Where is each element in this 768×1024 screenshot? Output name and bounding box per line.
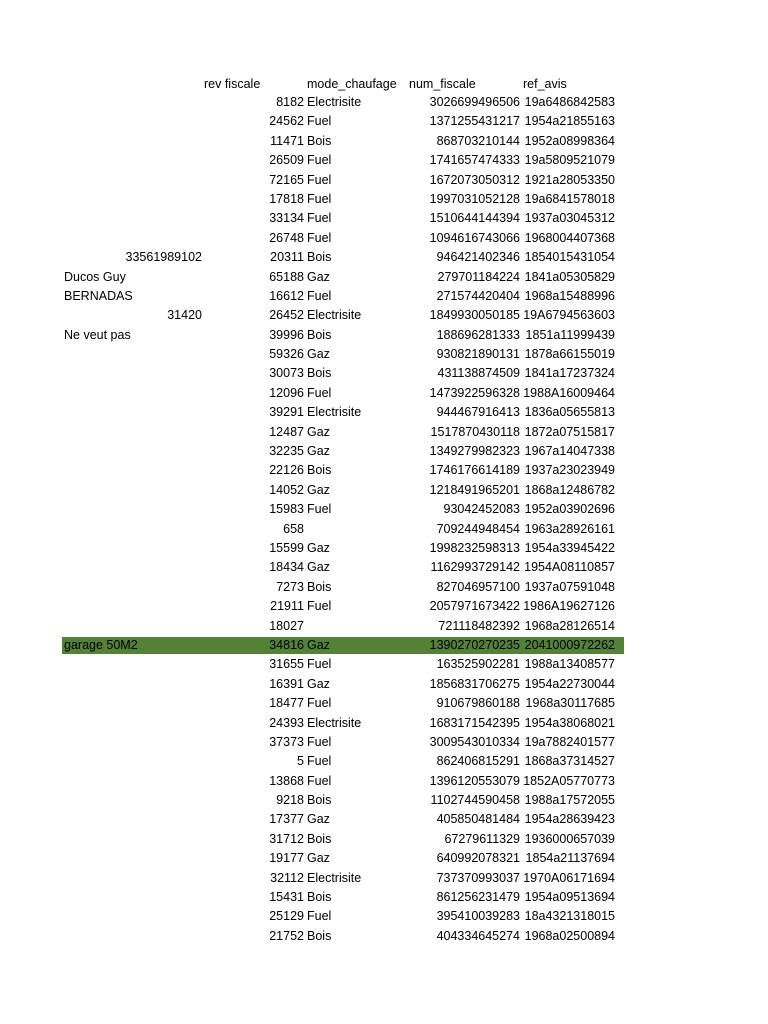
cell-mode-chaufage[interactable]: Gaz [307, 347, 330, 362]
cell-num-fiscale[interactable]: 1390270270235 [429, 637, 520, 652]
cell-rev-fiscale[interactable]: 658 [283, 521, 304, 536]
cell-ref-avis[interactable]: 1988a13408577 [524, 657, 615, 672]
cell-mode-chaufage[interactable]: Gaz [307, 560, 330, 575]
cell-mode-chaufage[interactable]: Fuel [307, 191, 332, 206]
cell-rev-fiscale[interactable]: 21911 [270, 599, 304, 614]
cell-rev-fiscale[interactable]: 12096 [269, 385, 304, 400]
table-row[interactable] [0, 268, 768, 287]
cell-ref-avis[interactable]: 1937a03045312 [524, 211, 615, 226]
cell-mode-chaufage[interactable]: Electrisite [307, 405, 362, 420]
table-row[interactable] [0, 694, 768, 713]
cell-rev-fiscale[interactable]: 15983 [269, 502, 304, 517]
cell-rev-fiscale[interactable]: 32235 [269, 444, 304, 459]
cell-num-fiscale[interactable]: 1517870430118 [430, 424, 520, 439]
cell-mode-chaufage[interactable]: Fuel [307, 909, 332, 924]
cell-num-fiscale[interactable]: 1094616743066 [429, 230, 520, 245]
table-row[interactable] [0, 520, 768, 539]
table-row[interactable] [0, 791, 768, 810]
cell-mode-chaufage[interactable]: Fuel [307, 773, 332, 788]
table-row[interactable] [0, 810, 768, 829]
cell-rev-fiscale[interactable]: 25129 [269, 909, 304, 924]
cell-rev-fiscale[interactable]: 17818 [269, 191, 304, 206]
cell-num-fiscale[interactable]: 946421402346 [436, 250, 520, 265]
cell-mode-chaufage[interactable]: Gaz [307, 812, 330, 827]
cell-rev-fiscale[interactable]: 18027 [269, 618, 304, 633]
cell-rev-fiscale[interactable]: 20311 [270, 250, 304, 265]
cell-rev-fiscale[interactable]: 5 [297, 754, 304, 769]
header-mode-chaufage[interactable]: mode_chaufage [307, 77, 397, 91]
cell-mode-chaufage[interactable]: Gaz [307, 540, 330, 555]
cell-num-fiscale[interactable]: 1849930050185 [429, 308, 520, 323]
cell-rev-fiscale[interactable]: 26748 [269, 230, 304, 245]
cell-rev-fiscale[interactable]: 7273 [276, 579, 304, 594]
cell-ref-avis[interactable]: 1937a07591048 [524, 579, 615, 594]
cell-mode-chaufage[interactable]: Electrisite [307, 308, 362, 323]
cell-ref-avis[interactable]: 1968a30117685 [525, 696, 615, 711]
cell-mode-chaufage[interactable]: Electrisite [307, 95, 362, 109]
cell-mode-chaufage[interactable]: Bois [307, 133, 332, 148]
table-row[interactable] [0, 112, 768, 131]
cell-ref-avis[interactable]: 1868a37314527 [524, 754, 615, 769]
cell-rev-fiscale[interactable]: 31712 [269, 831, 304, 846]
table-row[interactable] [0, 907, 768, 926]
cell-note[interactable]: BERNADAS [64, 288, 133, 303]
cell-mode-chaufage[interactable]: Bois [307, 928, 332, 943]
cell-ref-avis[interactable]: 1878a66155019 [524, 347, 615, 362]
cell-rev-fiscale[interactable]: 18434 [269, 560, 304, 575]
table-row[interactable] [0, 287, 768, 306]
cell-ref-avis[interactable]: 19a7882401577 [524, 734, 615, 749]
cell-rev-fiscale[interactable]: 31655 [269, 657, 304, 672]
cell-ref-avis[interactable]: 1968004407368 [524, 230, 615, 245]
cell-mode-chaufage[interactable]: Bois [307, 890, 332, 905]
cell-num-fiscale[interactable]: 1856831706275 [429, 676, 520, 691]
cell-num-fiscale[interactable]: 1396120553079 [429, 773, 520, 788]
cell-rev-fiscale[interactable]: 39996 [269, 327, 304, 342]
cell-ref-avis[interactable]: 1988A16009464 [523, 385, 615, 400]
cell-rev-fiscale[interactable]: 72165 [269, 172, 304, 187]
cell-mode-chaufage[interactable]: Gaz [307, 676, 330, 691]
cell-mode-chaufage[interactable]: Fuel [307, 230, 332, 245]
cell-ref-avis[interactable]: 1968a15488996 [524, 288, 615, 303]
table-row[interactable] [0, 869, 768, 888]
cell-num-fiscale[interactable]: 944467916413 [436, 405, 520, 420]
cell-num-fiscale[interactable]: 1162993729142 [430, 560, 520, 575]
cell-num-fiscale[interactable]: 827046957100 [436, 579, 520, 594]
cell-mode-chaufage[interactable]: Bois [307, 366, 332, 381]
cell-rev-fiscale[interactable]: 11471 [270, 133, 304, 148]
cell-rev-fiscale[interactable]: 18477 [269, 696, 304, 711]
cell-mode-chaufage[interactable]: Fuel [307, 657, 332, 672]
cell-ref-avis[interactable]: 1841a05305829 [524, 269, 615, 284]
cell-ref-avis[interactable]: 1954a38068021 [524, 715, 615, 730]
cell-note[interactable]: Ne veut pas [64, 327, 131, 342]
cell-ref-avis[interactable]: 1936000657039 [524, 831, 615, 846]
table-row[interactable] [0, 248, 768, 267]
cell-rev-fiscale[interactable]: 34816 [269, 637, 304, 652]
cell-ref-avis[interactable]: 1954a33945422 [524, 540, 615, 555]
cell-num-fiscale[interactable]: 1741657474333 [429, 153, 520, 168]
cell-rev-fiscale[interactable]: 65188 [269, 269, 304, 284]
cell-rev-fiscale[interactable]: 24393 [269, 715, 304, 730]
cell-num-fiscale[interactable]: 395410039283 [436, 909, 520, 924]
cell-num-fiscale[interactable]: 1998232598313 [429, 540, 520, 555]
cell-num-fiscale[interactable]: 188696281333 [436, 327, 520, 342]
table-row[interactable] [0, 403, 768, 422]
data-rows [0, 93, 768, 946]
cell-mode-chaufage[interactable]: Fuel [307, 696, 332, 711]
cell-ref-avis[interactable]: 1872a07515817 [524, 424, 615, 439]
table-row[interactable] [0, 675, 768, 694]
cell-ref-avis[interactable]: 19a6841578018 [524, 191, 615, 206]
cell-num-fiscale[interactable]: 1746176614189 [429, 463, 520, 478]
table-row[interactable] [0, 714, 768, 733]
cell-num-fiscale[interactable]: 930821890131 [436, 347, 520, 362]
cell-mode-chaufage[interactable]: Bois [307, 831, 332, 846]
table-row[interactable] [0, 171, 768, 190]
header-ref-avis[interactable]: ref_avis [523, 77, 567, 91]
table-row-highlighted[interactable] [0, 636, 768, 655]
cell-rev-fiscale[interactable]: 33134 [269, 211, 304, 226]
cell-ref-avis[interactable]: 1836a05655813 [524, 405, 615, 420]
table-row[interactable] [0, 209, 768, 228]
cell-mode-chaufage[interactable]: Fuel [307, 385, 332, 400]
cell-ref-avis[interactable]: 1986A19627126 [523, 599, 615, 614]
cell-ref-avis[interactable]: 1954a22730044 [524, 676, 615, 691]
cell-ref-avis[interactable]: 1841a17237324 [524, 366, 615, 381]
cell-mode-chaufage[interactable]: Bois [307, 250, 332, 265]
cell-mode-chaufage[interactable]: Gaz [307, 269, 330, 284]
cell-ref-avis[interactable]: 18a4321318015 [524, 909, 615, 924]
cell-ref-avis[interactable]: 1952a03902696 [524, 502, 615, 517]
cell-rev-fiscale[interactable]: 16391 [269, 676, 304, 691]
cell-num-fiscale[interactable]: 1102744590458 [430, 793, 520, 808]
cell-num-fiscale[interactable]: 405850481484 [436, 812, 520, 827]
cell-num-fiscale[interactable]: 1218491965201 [429, 482, 520, 497]
table-row[interactable] [0, 306, 768, 325]
table-row[interactable] [0, 752, 768, 771]
cell-num-fiscale[interactable]: 1997031052128 [429, 191, 520, 206]
cell-ref-avis[interactable]: 1854015431054 [524, 250, 615, 265]
table-row[interactable] [0, 578, 768, 597]
cell-ref-avis[interactable]: 19a6486842583 [524, 95, 615, 109]
cell-rev-fiscale[interactable]: 26452 [269, 308, 304, 323]
cell-ref-avis[interactable]: 1968a28126514 [524, 618, 615, 633]
table-row[interactable] [0, 539, 768, 558]
cell-ref-avis[interactable]: 1952a08998364 [524, 133, 615, 148]
cell-num-fiscale[interactable]: 3009543010334 [429, 734, 520, 749]
cell-mode-chaufage[interactable]: Electrisite [307, 870, 362, 885]
cell-mode-chaufage[interactable]: Fuel [307, 754, 332, 769]
table-row[interactable] [0, 384, 768, 403]
cell-ref-avis[interactable]: 19A6794563603 [523, 308, 615, 323]
cell-mode-chaufage[interactable]: Gaz [307, 851, 330, 866]
table-row[interactable] [0, 423, 768, 442]
table-row[interactable] [0, 597, 768, 616]
table-row[interactable] [0, 345, 768, 364]
cell-rev-fiscale[interactable]: 19177 [269, 851, 304, 866]
table-row[interactable] [0, 558, 768, 577]
cell-mode-chaufage[interactable]: Fuel [307, 114, 332, 129]
cell-ref-avis[interactable]: 1851a11999439 [525, 327, 615, 342]
header-rev-fiscale[interactable]: rev fiscale [204, 77, 261, 91]
table-row[interactable] [0, 93, 768, 112]
table-row[interactable] [0, 461, 768, 480]
cell-rev-fiscale[interactable]: 12487 [269, 424, 304, 439]
cell-rev-fiscale[interactable]: 15431 [269, 890, 304, 905]
cell-rev-fiscale[interactable]: 37373 [269, 734, 304, 749]
cell-num-fiscale[interactable]: 404334645274 [436, 928, 520, 943]
cell-note[interactable]: Ducos Guy [64, 269, 126, 284]
cell-extra[interactable]: 33561989102 [125, 250, 202, 265]
cell-num-fiscale[interactable]: 67279611329 [444, 831, 520, 846]
cell-ref-avis[interactable]: 19a5809521079 [524, 153, 615, 168]
cell-rev-fiscale[interactable]: 26509 [269, 153, 304, 168]
cell-rev-fiscale[interactable]: 22126 [269, 463, 304, 478]
cell-mode-chaufage[interactable]: Gaz [307, 444, 330, 459]
cell-ref-avis[interactable]: 2041000972262 [524, 637, 615, 652]
cell-rev-fiscale[interactable]: 14052 [269, 482, 304, 497]
cell-rev-fiscale[interactable]: 9218 [276, 793, 304, 808]
cell-ref-avis[interactable]: 1937a23023949 [524, 463, 615, 478]
cell-rev-fiscale[interactable]: 32112 [270, 870, 304, 885]
cell-mode-chaufage[interactable]: Bois [307, 793, 332, 808]
cell-rev-fiscale[interactable]: 21752 [269, 928, 304, 943]
cell-mode-chaufage[interactable]: Fuel [307, 172, 332, 187]
cell-ref-avis[interactable]: 1954A08110857 [524, 560, 615, 575]
cell-num-fiscale[interactable]: 431138874509 [437, 366, 520, 381]
cell-num-fiscale[interactable]: 163525902281 [436, 657, 520, 672]
cell-num-fiscale[interactable]: 2057971673422 [429, 599, 520, 614]
cell-num-fiscale[interactable]: 1683171542395 [429, 715, 520, 730]
cell-num-fiscale[interactable]: 1672073050312 [429, 172, 520, 187]
cell-mode-chaufage[interactable]: Electrisite [307, 715, 362, 730]
table-row[interactable] [0, 500, 768, 519]
cell-num-fiscale[interactable]: 737370993037 [436, 870, 520, 885]
table-row[interactable] [0, 655, 768, 674]
cell-num-fiscale[interactable]: 861256231479 [436, 890, 520, 905]
cell-num-fiscale[interactable]: 862406815291 [436, 754, 520, 769]
cell-rev-fiscale[interactable]: 16612 [269, 288, 304, 303]
table-row[interactable] [0, 190, 768, 209]
cell-rev-fiscale[interactable]: 39291 [269, 405, 304, 420]
cell-num-fiscale[interactable]: 910679860188 [436, 696, 520, 711]
table-row[interactable] [0, 888, 768, 907]
cell-rev-fiscale[interactable]: 24562 [269, 114, 304, 129]
cell-num-fiscale[interactable]: 1473922596328 [429, 385, 520, 400]
cell-rev-fiscale[interactable]: 59326 [269, 347, 304, 362]
cell-ref-avis[interactable]: 1852A05770773 [523, 773, 615, 788]
cell-ref-avis[interactable]: 1921a28053350 [524, 172, 615, 187]
cell-num-fiscale[interactable]: 868703210144 [436, 133, 520, 148]
cell-rev-fiscale[interactable]: 13868 [269, 773, 304, 788]
cell-ref-avis[interactable]: 1988a17572055 [524, 793, 615, 808]
cell-num-fiscale[interactable]: 1349279982323 [429, 444, 520, 459]
cell-mode-chaufage[interactable]: Fuel [307, 734, 332, 749]
cell-mode-chaufage[interactable]: Gaz [307, 482, 330, 497]
cell-mode-chaufage[interactable]: Gaz [307, 424, 330, 439]
cell-num-fiscale[interactable]: 271574420404 [436, 288, 520, 303]
cell-mode-chaufage[interactable]: Fuel [307, 502, 332, 517]
cell-num-fiscale[interactable]: 640992078321 [436, 851, 520, 866]
cell-rev-fiscale[interactable]: 15599 [269, 540, 304, 555]
cell-mode-chaufage[interactable]: Fuel [307, 599, 332, 614]
cell-ref-avis[interactable]: 1954a28639423 [524, 812, 615, 827]
header-num-fiscale[interactable]: num_fiscale [409, 77, 476, 91]
cell-note[interactable]: garage 50M2 [64, 637, 138, 652]
cell-ref-avis[interactable]: 1854a21137694 [525, 851, 615, 866]
table-row[interactable] [0, 229, 768, 248]
cell-ref-avis[interactable]: 1954a09513694 [524, 890, 615, 905]
cell-num-fiscale[interactable]: 93042452083 [443, 502, 520, 517]
cell-ref-avis[interactable]: 1970A06171694 [523, 870, 615, 885]
cell-ref-avis[interactable]: 1868a12486782 [524, 482, 615, 497]
cell-num-fiscale[interactable]: 1371255431217 [429, 114, 520, 129]
cell-mode-chaufage[interactable]: Fuel [307, 288, 332, 303]
cell-extra[interactable]: 31420 [167, 308, 202, 323]
cell-rev-fiscale[interactable]: 8182 [276, 95, 304, 109]
table-row[interactable] [0, 481, 768, 500]
cell-num-fiscale[interactable]: 721118482392 [438, 618, 520, 633]
cell-num-fiscale[interactable]: 279701184224 [437, 269, 520, 284]
cell-num-fiscale[interactable]: 3026699496506 [429, 95, 520, 109]
cell-rev-fiscale[interactable]: 17377 [269, 812, 304, 827]
table-row[interactable] [0, 927, 768, 946]
cell-ref-avis[interactable]: 1954a21855163 [524, 114, 615, 129]
table-row[interactable] [0, 830, 768, 849]
cell-mode-chaufage[interactable]: Bois [307, 579, 332, 594]
table-row[interactable] [0, 442, 768, 461]
cell-num-fiscale[interactable]: 709244948454 [436, 521, 520, 536]
table-row[interactable] [0, 733, 768, 752]
cell-ref-avis[interactable]: 1968a02500894 [524, 928, 615, 943]
table-row[interactable] [0, 617, 768, 636]
table-row[interactable] [0, 151, 768, 170]
table-row[interactable] [0, 132, 768, 151]
cell-mode-chaufage[interactable]: Fuel [307, 211, 332, 226]
cell-mode-chaufage[interactable]: Fuel [307, 153, 332, 168]
cell-ref-avis[interactable]: 1963a28926161 [524, 521, 615, 536]
cell-mode-chaufage[interactable]: Gaz [307, 637, 330, 652]
cell-mode-chaufage[interactable]: Bois [307, 463, 332, 478]
table-row[interactable] [0, 849, 768, 868]
table-row[interactable] [0, 364, 768, 383]
cell-rev-fiscale[interactable]: 30073 [269, 366, 304, 381]
cell-ref-avis[interactable]: 1967a14047338 [524, 444, 615, 459]
table-row[interactable] [0, 772, 768, 791]
cell-num-fiscale[interactable]: 1510644144394 [429, 211, 520, 226]
table-row[interactable] [0, 326, 768, 345]
cell-mode-chaufage[interactable]: Bois [307, 327, 332, 342]
